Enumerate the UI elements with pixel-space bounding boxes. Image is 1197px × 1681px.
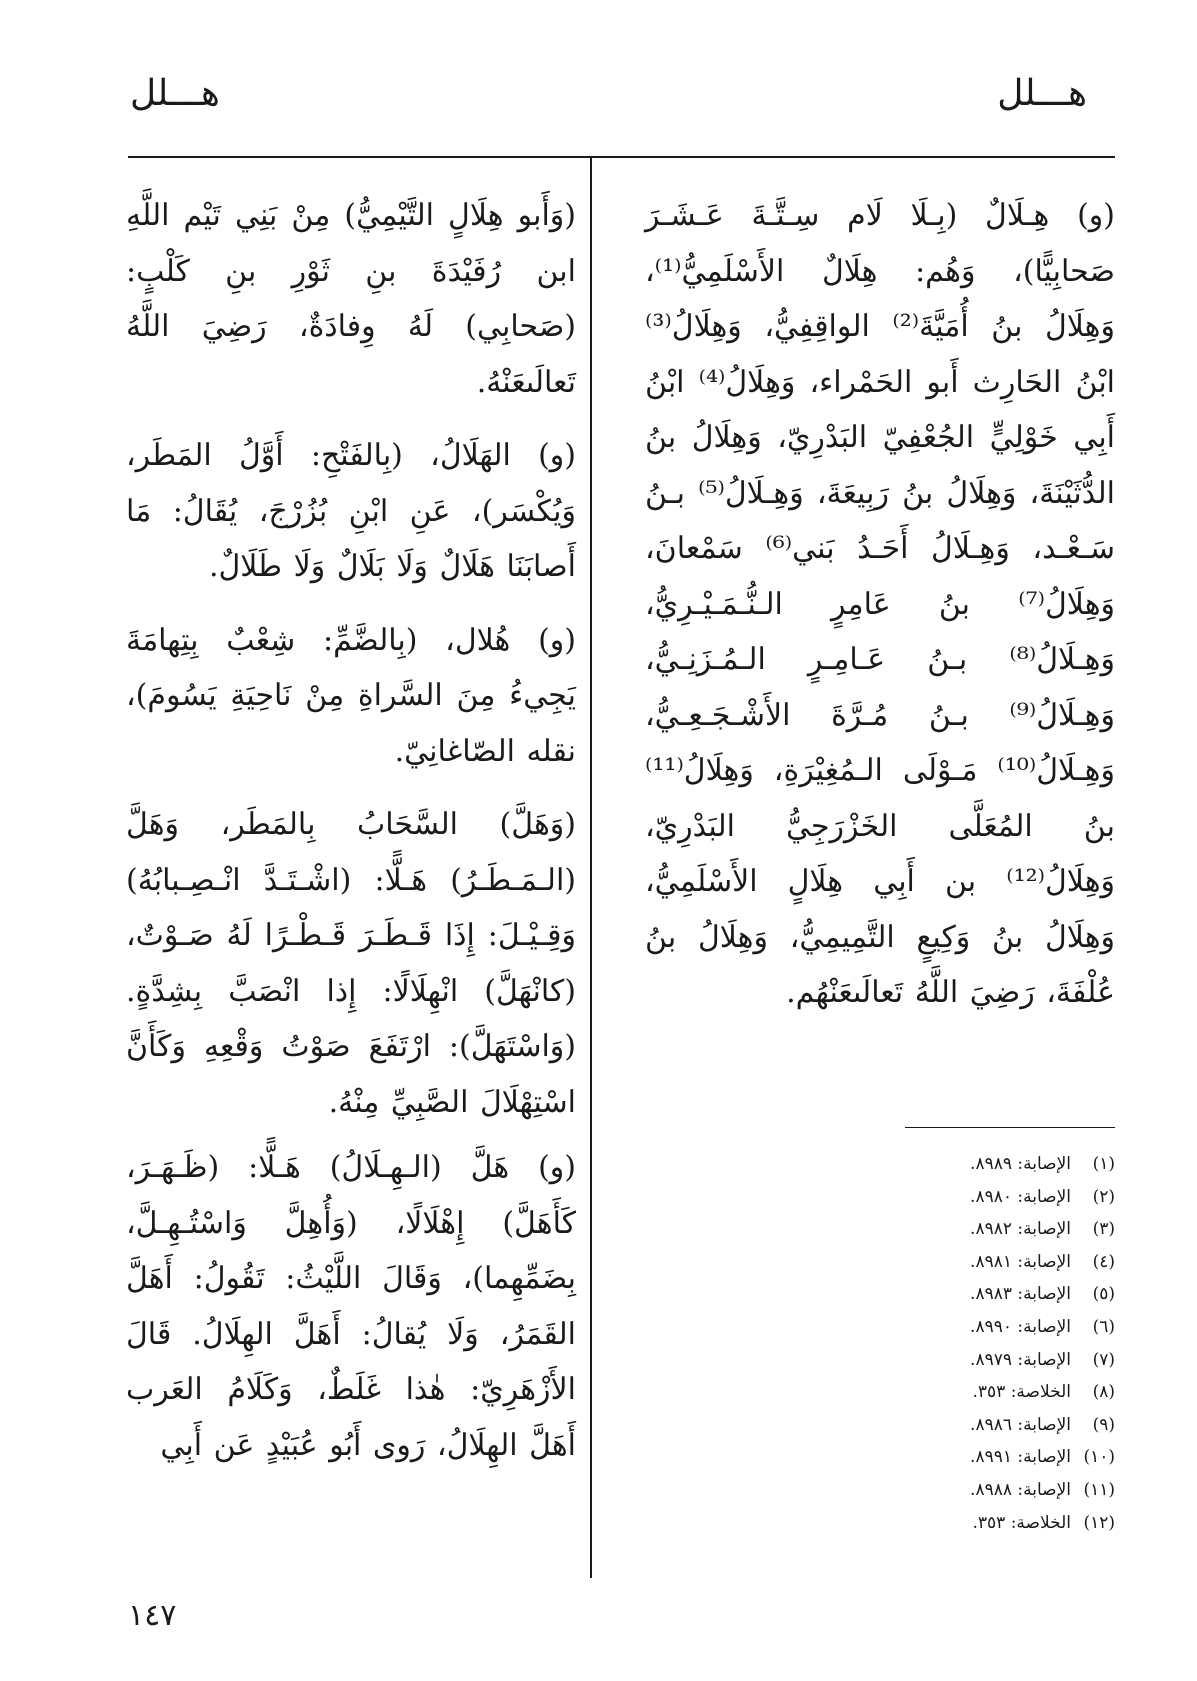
- footnote: [815, 1441, 1115, 1474]
- footnote-number: (٤): [1092, 1251, 1115, 1272]
- footnote: [815, 1181, 1115, 1214]
- footnote-text: الإصابة: ٨٩٧٩.: [970, 1349, 1071, 1370]
- footnote-number: (٦): [1092, 1316, 1115, 1337]
- entry-paragraph: (وَأَبو هِلَالٍ التَّيْمِيُّ) مِنْ بَنِي تَيْم اللَّهِ ابن رُفَيْدَةَ بنِ ثَوْرِ بنِ كَلْبٍ: (صَحابِي) لَهُ وِفادَةٌ، رَضِيَ اللَّهُ تَعالَىعَنْهُ.: [126, 198, 576, 400]
- footnote: [815, 1409, 1115, 1442]
- footnote-number: (٥): [1092, 1284, 1115, 1305]
- entry-paragraph: (و) هُلال، (بِالضَّمِّ: شِعْبٌ بِتِهامَةَ يَجِيءُ مِنَ السَّراةِ مِنْ نَاحِيَةِ يَسُومَ)، نقله الصّاغانِيّ.: [126, 622, 576, 769]
- footnote-number: (١٠): [1083, 1447, 1115, 1468]
- entry-paragraph: (و) هِـلَالٌ (بِـلَا لَام سِـتَّـةَ عَـشَـرَ صَحابِيًّا)، وَهُم: هِلَالٌ الأَسْلَمِيُّ⁽¹⁾، وَهِلَالُ بنُ أُمَيَّةَ⁽²⁾ الواقِفِيُّ، وَهِلَالُ⁽³⁾ ابْنُ الحَارِث أَبو الحَمْراء، وَهِلَالُ⁽⁴⁾ ابْنُ أَبِي خَوْلِيٍّ الجُعْفِيّ البَدْرِيّ، وَهِلَالُ بنُ الدُّثَيْنَةَ، وَهِلَالُ بنُ رَبِيعَةَ، وَهِـلَالُ⁽⁵⁾ بـنُ سَـعْـد، وَهِـلَالُ أَحَـدُ بَني⁽⁶⁾ سَمْعانَ، وَهِلَالُ⁽⁷⁾ بنُ عَامِرٍ الـنُّـمَـيْـرِيُّ، وَهِـلَالُ⁽⁸⁾ بـنُ عَـامِـرٍ الـمُـزَنِـيُّ، وَهِـلَالُ⁽⁹⁾ بـنُ مُـرَّةَ الأَشْـجَـعِـيُّ، وَهِـلَالُ⁽¹⁰⁾ مَـوْلَى الـمُغِيْرَةِ، وَهِلَالُ⁽¹¹⁾ بنُ المُعَلَّى الخَزْرَجِيُّ البَدْرِيّ، وَهِلَالُ⁽¹²⁾ بن أَبِي هِلَالٍ الأَسْلَمِيُّ، وَهِلَالُ بنُ وَكِيعٍ التَّمِيمِيُّ، وَهِلَالُ بنُ عُلْفَةَ، رَضِيَ اللَّهُ تَعالَىعَنْهُم.: [645, 198, 1115, 1010]
- footnote: [815, 1148, 1115, 1181]
- footnote-text: الخلاصة: ٣٥٣.: [972, 1512, 1071, 1533]
- running-header-left: هـــلل: [130, 73, 220, 114]
- footnote: [815, 1344, 1115, 1377]
- column-divider: [590, 156, 592, 1578]
- footnote: [815, 1474, 1115, 1507]
- footnote-number: (٧): [1092, 1349, 1115, 1370]
- footnote: [815, 1311, 1115, 1344]
- footnote-number: (٣): [1092, 1219, 1115, 1240]
- footnote: [815, 1213, 1115, 1246]
- entry-paragraph: (و) الهَلَالُ، (بِالفَتْحِ: أَوَّلُ المَطَر، وَيُكْسَر)، عَنِ ابْنِ بُزُرْجَ، يُقَالُ: مَا أَصابَنَا هَلَالٌ وَلَا بَلَالٌ وَلَا طَلَالٌ.: [126, 438, 576, 584]
- entry-paragraph: (و) هَلَّ (الـهِـلَالُ) هَـلًّا: (ظَـهَـرَ، كَأَهَلَّ) إِهْلَالًا، (وَأُهِلَّ وَاسْتُـهِـلَّ، بِضَمِّهِما)، وَقَالَ اللَّيْثُ: تَقُولُ: أَهَلَّ القَمَرُ، وَلَا يُقالُ: أَهَلَّ الهِلَالُ. قَالَ الأَزْهَرِيّ: هٰذا غَلَطٌ، وَكَلَامُ العَرب أَهَلَّ الهِلَالُ، رَوى أَبُو عُبَيْدٍ عَن أَبِي: [126, 1150, 576, 1463]
- footnote-text: الإصابة: ٨٩٨١.: [970, 1251, 1071, 1272]
- footnote-text: الإصابة: ٨٩٨٨.: [970, 1479, 1071, 1500]
- header-rule: [128, 156, 1115, 158]
- footnote-text: الإصابة: ٨٩٩١.: [970, 1447, 1071, 1468]
- footnote-number: (٨): [1092, 1382, 1115, 1403]
- footnote: [815, 1507, 1115, 1540]
- running-header-right: هـــلل: [997, 73, 1087, 114]
- footnote: [815, 1246, 1115, 1279]
- left-column: [126, 188, 576, 1483]
- footnote-text: الإصابة: ٨٩٩٠.: [970, 1316, 1071, 1337]
- footnote-number: (١): [1092, 1154, 1115, 1174]
- footnote-number: (٩): [1092, 1414, 1115, 1435]
- entry-paragraph: (وَهَلَّ) السَّحَابُ بِالمَطَر، وَهَلَّ (الـمَـطَـرُ) هَـلًّا: (اشْـتَـدَّ انْـصِـبابُهُ) وَقِـيْـلَ: إِذَا قَـطَـرَ قَـطْـرًا لَهُ صَـوْتٌ، (كانْهَلَّ) انْهِلَالًا: إِذا انْصَبَّ بِشِدَّةٍ. (وَاسْتَهَلَّ): ارْتَفَعَ صَوْتُ وَقْعِهِ وَكَأَنَّ اسْتِهْلَالَ الصَّبِيِّ مِنْهُ.: [126, 807, 576, 1120]
- footnote-text: الإصابة: ٨٩٨٢.: [970, 1219, 1071, 1240]
- footnote: [815, 1376, 1115, 1409]
- footnote-number: (١٢): [1083, 1512, 1115, 1533]
- right-column: [645, 188, 1115, 1031]
- footnote-number: (١١): [1083, 1479, 1115, 1500]
- footnotes: [815, 1148, 1115, 1539]
- footnote-number: (٢): [1092, 1186, 1115, 1207]
- footnote-rule: [905, 1127, 1115, 1128]
- footnote-text: الإصابة: ٨٩٨٩.: [970, 1154, 1071, 1174]
- footnote-text: الإصابة: ٨٩٨٦.: [970, 1414, 1071, 1435]
- footnote: [815, 1278, 1115, 1311]
- footnote-text: الإصابة: ٨٩٨٠.: [970, 1186, 1071, 1207]
- footnote-text: الإصابة: ٨٩٨٣.: [970, 1284, 1071, 1305]
- page-number: ١٤٧: [128, 1598, 177, 1633]
- footnote-text: الخلاصة: ٣٥٣.: [972, 1382, 1071, 1403]
